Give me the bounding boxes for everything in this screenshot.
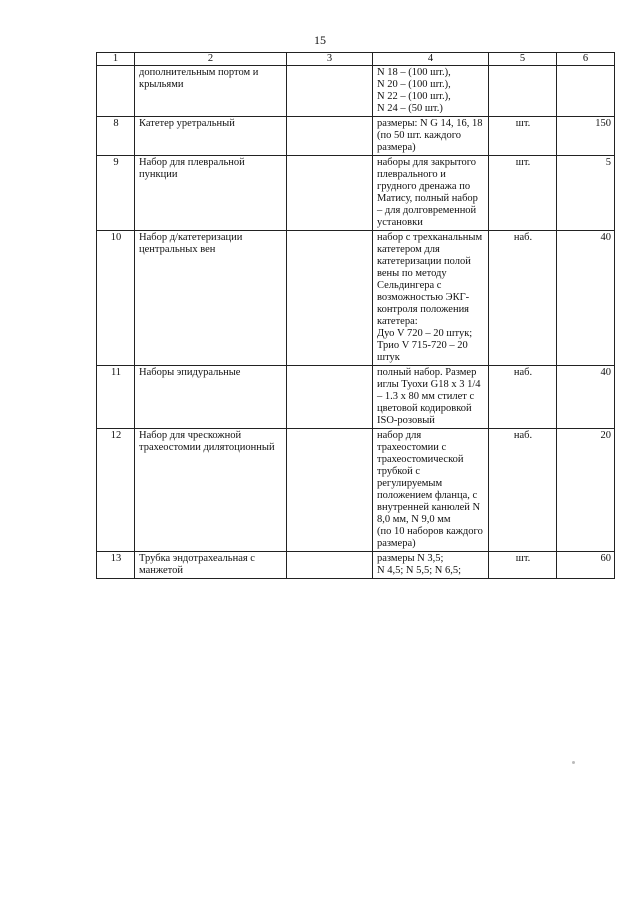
quantity: 60 [557,552,615,579]
item-specification: набор с трехканальным катетером для катетеризации полой вены по методу Сельдингера с возможностью ЭКГ-контроля положения катетера: Дуо V 720 – 20 штук; Трио V 715-720 – 20 штук [373,231,489,366]
item-name: Катетер уретральный [135,117,287,156]
quantity: 5 [557,156,615,231]
unit-of-measure: наб. [489,429,557,552]
header-row [97,53,615,66]
row-number: 13 [97,552,135,579]
table-row [97,552,615,579]
item-name: Набор для чрескожной трахеостомии дилятоционный [135,429,287,552]
item-name: Наборы эпидуральные [135,366,287,429]
quantity: 20 [557,429,615,552]
item-specification: полный набор. Размер иглы Туохи G18 x 3 1/4 – 1.3 x 80 мм стилет с цветовой кодировкой ISO-розовый [373,366,489,429]
unit-of-measure: шт. [489,552,557,579]
unit-of-measure: наб. [489,366,557,429]
row-number: 10 [97,231,135,366]
table-row [97,429,615,552]
header-col-3: 3 [287,53,373,66]
table-body [97,66,615,579]
header-col-4: 4 [373,53,489,66]
item-specification: размеры N 3,5; N 4,5; N 5,5; N 6,5; [373,552,489,579]
item-name: дополнительным портом и крыльями [135,66,287,117]
col3-cell [287,231,373,366]
header-col-5: 5 [489,53,557,66]
row-number: 12 [97,429,135,552]
table-row [97,366,615,429]
unit-of-measure [489,66,557,117]
header-col-6: 6 [557,53,615,66]
item-specification: размеры: N G 14, 16, 18 (по 50 шт. каждого размера) [373,117,489,156]
col3-cell [287,156,373,231]
item-name: Трубка эндотрахеальная с манжетой [135,552,287,579]
quantity: 40 [557,231,615,366]
unit-of-measure: наб. [489,231,557,366]
item-specification: N 18 – (100 шт.), N 20 – (100 шт.), N 22 – (100 шт.), N 24 – (50 шт.) [373,66,489,117]
row-number [97,66,135,117]
item-specification: набор для трахеостомии с трахеостомической трубкой с регулируемым положением фланца, с внутренней канюлей N 8,0 мм, N 9,0 мм (по 10 наборов каждого размера) [373,429,489,552]
unit-of-measure: шт. [489,156,557,231]
quantity [557,66,615,117]
col3-cell [287,66,373,117]
table-row [97,231,615,366]
header-col-1: 1 [97,53,135,66]
item-name: Набор д/катетеризации центральных вен [135,231,287,366]
specification-table [96,52,615,579]
scan-speck [572,761,575,764]
item-specification: наборы для закрытого плеврального и грудного дренажа по Матису, полный набор – для долговременной установки [373,156,489,231]
item-name: Набор для плевральной пункции [135,156,287,231]
row-number: 11 [97,366,135,429]
header-col-2: 2 [135,53,287,66]
table-row [97,117,615,156]
table-row [97,66,615,117]
row-number: 8 [97,117,135,156]
col3-cell [287,552,373,579]
unit-of-measure: шт. [489,117,557,156]
table-row [97,156,615,231]
col3-cell [287,117,373,156]
col3-cell [287,429,373,552]
page-number: 15 [314,33,326,47]
quantity: 40 [557,366,615,429]
quantity: 150 [557,117,615,156]
col3-cell [287,366,373,429]
row-number: 9 [97,156,135,231]
